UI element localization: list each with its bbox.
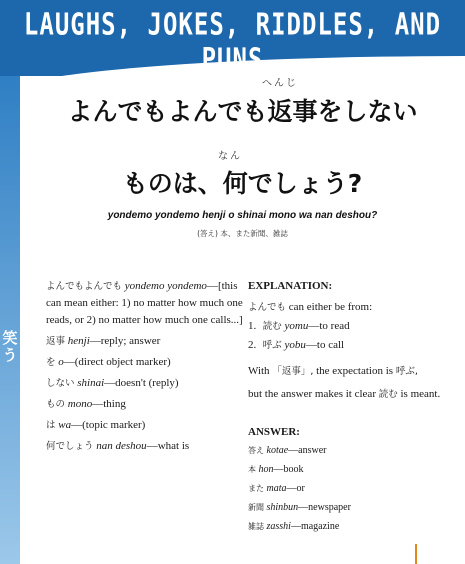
- explanation-heading: EXPLANATION:: [248, 280, 333, 292]
- riddle-line-2: ものは、何でしょう?: [122, 169, 363, 198]
- vocab-column: [46, 278, 246, 459]
- explanation-body: With 「返事」, the expectation is 呼ぶ, but the answer makes it clear 読む is meant.: [248, 365, 441, 400]
- answer-item: 本 hon—book: [248, 464, 304, 475]
- vocab-item: しない shinai—doesn't (reply): [46, 377, 179, 389]
- ruby-nan: なん: [218, 151, 242, 162]
- side-tab: [0, 76, 20, 564]
- side-tab-label: 笑う: [2, 329, 18, 364]
- vocab-item: よんでもよんでも yondemo yondemo—[this can mean either: 1) no matter how much one reads, or 2) no matter how much one calls...]: [46, 280, 243, 326]
- answer-heading: ANSWER:: [248, 426, 300, 438]
- vocab-item: もの mono—thing: [46, 398, 126, 410]
- explanation-column: [248, 278, 458, 536]
- explanation-item: 1. 読む yomu—to read: [248, 320, 350, 332]
- explanation-item: 2. 呼ぶ yobu—to call: [248, 339, 345, 351]
- explanation-intro: よんでも can either be from:: [248, 301, 373, 313]
- vocab-item: 返事 henji—reply; answer: [46, 335, 161, 347]
- riddle-line-1: よんでもよんでも返事をしない: [67, 97, 418, 126]
- answer-item: 雑誌 zasshi—magazine: [248, 521, 340, 532]
- answer-item: 新聞 shinbun—newspaper: [248, 502, 351, 513]
- vocab-item: 何でしょう nan deshou—what is: [46, 440, 190, 452]
- riddle-romaji: yondemo yondemo henji o shinai mono wa nan deshou?: [107, 210, 378, 221]
- riddle-answer-jp: (答え) 本、また新聞、雑誌: [197, 229, 288, 238]
- chapter-title: LAUGHS, JOKES, RIDDLES, AND PUNS: [23, 7, 442, 77]
- vocab-item: は wa—(topic marker): [46, 419, 146, 431]
- answer-item: 答え kotae—answer: [248, 445, 327, 456]
- page-accent-mark: [415, 544, 417, 564]
- vocab-item: を o—(direct object marker): [46, 356, 171, 368]
- answer-item: また mata—or: [248, 483, 305, 494]
- ruby-henji: へんじ: [262, 78, 298, 89]
